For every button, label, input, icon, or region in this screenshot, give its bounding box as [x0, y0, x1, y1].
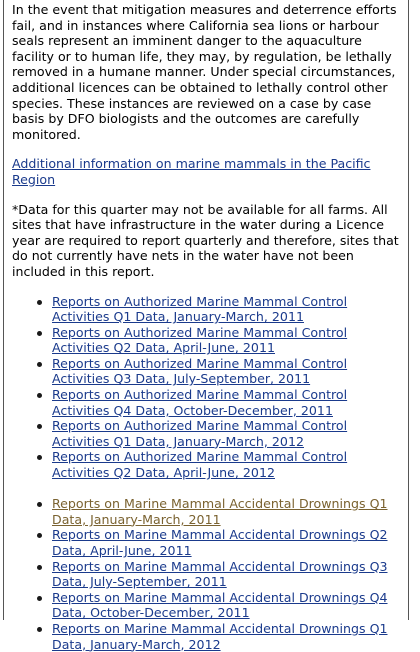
bullet-icon [37, 627, 42, 632]
list-item [52, 325, 404, 356]
bullet-icon [37, 533, 42, 538]
report-link[interactable]: Reports on Marine Mammal Accidental Drownings Q2 Data, April-June, 2011 [52, 527, 388, 558]
list-item [52, 387, 404, 418]
report-link[interactable]: Reports on Marine Mammal Accidental Drownings Q3 Data, July-September, 2011 [52, 558, 388, 590]
report-link[interactable]: Reports on Marine Mammal Accidental Drownings Q1 Data, January-March, 2012 [52, 620, 388, 652]
report-link[interactable]: Reports on Authorized Marine Mammal Control Activities Q1 Data, January-March, 2012 [52, 418, 348, 449]
bullet-icon [37, 455, 42, 460]
bullet-icon [37, 502, 42, 507]
list-item [52, 449, 404, 480]
list-item [52, 496, 404, 527]
list-item [52, 356, 404, 387]
report-link[interactable]: Reports on Authorized Marine Mammal Control Activities Q2 Data, April-June, 2011 [52, 324, 348, 356]
list-item [52, 621, 404, 652]
list-item [52, 527, 404, 558]
report-link[interactable]: Reports on Authorized Marine Mammal Control Activities Q3 Data, July-September, 2011 [52, 355, 348, 387]
list-item [52, 294, 404, 325]
list-item [52, 418, 404, 449]
bullet-icon [37, 596, 42, 601]
additional-info-link[interactable]: Additional information on marine mammals in the Pacific Region [12, 156, 371, 187]
bullet-icon [37, 362, 42, 367]
report-link[interactable]: Reports on Authorized Marine Mammal Control Activities Q1 Data, January-March, 2011 [52, 293, 348, 325]
page-content [12, 2, 404, 652]
report-link-visited[interactable]: Reports on Marine Mammal Accidental Drownings Q1 Data, January-March, 2011 [52, 496, 388, 527]
bullet-icon [37, 331, 42, 336]
list-item [52, 590, 404, 621]
mitigation-paragraph: In the event that mitigation measures and deterrence efforts fail, and in instances where California sea lions or harbour seals represent an imminent danger to the aquaculture facility or to human life, they may, by regulation, be lethally removed in a humane manner. Under special circumstances, additional licences can be obtained to lethally control other species. These instances are reviewed on a case by case basis by DFO biologists and the outcomes are carefully monitored. [12, 2, 397, 142]
list-spacer [12, 481, 404, 497]
drowning-reports-list [12, 496, 404, 652]
data-note-paragraph: *Data for this quarter may not be available for all farms. All sites that have infrastructure in the water during a Licence year are required to report quarterly and therefore, sites that do not currently have nets in the water have not been included in this report. [12, 201, 399, 279]
list-item [52, 559, 404, 590]
bullet-icon [37, 565, 42, 570]
report-link[interactable]: Reports on Authorized Marine Mammal Control Activities Q2 Data, April-June, 2012 [52, 449, 348, 481]
content-frame [3, 0, 409, 652]
report-link[interactable]: Reports on Marine Mammal Accidental Drownings Q4 Data, October-December, 2011 [52, 589, 388, 621]
bullet-icon [37, 393, 42, 398]
bullet-icon [37, 424, 42, 429]
control-reports-list [12, 294, 404, 481]
bullet-icon [37, 300, 42, 305]
report-link[interactable]: Reports on Authorized Marine Mammal Control Activities Q4 Data, October-December, 2011 [52, 387, 348, 418]
additional-info-paragraph [12, 156, 404, 187]
